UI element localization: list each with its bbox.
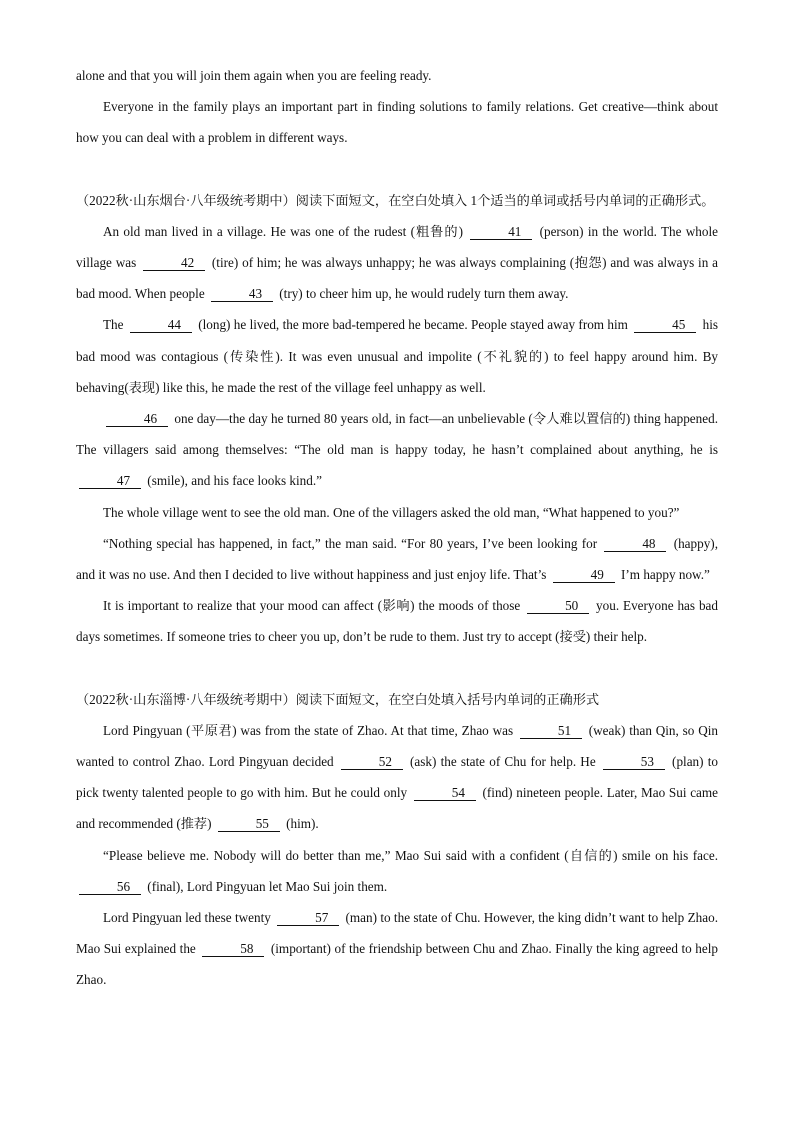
intro-paragraph-1: alone and that you will join them again when you are feeling ready. bbox=[76, 68, 432, 83]
blank-56: 56 bbox=[79, 880, 141, 895]
s1-paragraph-1: An old man lived in a village. He was one of the rudest (粗鲁的) 41 (person) in the world. The whole village was 42 (tire) of him; he was always unhappy; he was always complaining (抱怨) and was always in a bad mood. When people 43 (try) to cheer him up, he would rudely turn them away. bbox=[76, 223, 718, 302]
s2-paragraph-3: Lord Pingyuan led these twenty 57 (man) to the state of Chu. However, the king didn’t want to help Zhao. Mao Sui explained the 58 (important) of the friendship between Chu and Zhao. Finally the king agreed to help Zhao. bbox=[76, 910, 718, 988]
blank-49: 49 bbox=[553, 568, 615, 583]
blank-45: 45 bbox=[634, 318, 696, 333]
blank-50: 50 bbox=[527, 599, 589, 614]
s1-paragraph-3: 46 one day—the day he turned 80 years old, in fact—an unbelievable (令人难以置信的) thing happened. The villagers said among themselves: “The old man is happy today, he hasn’t complained about anything, he is 47 (smile), and his face looks kind.” bbox=[76, 411, 718, 489]
s1-paragraph-4: The whole village went to see the old man. One of the villagers asked the old man, “What happened to you?” bbox=[103, 504, 680, 520]
section2-heading: （2022秋·山东淄博·八年级统考期中）阅读下面短文，在空白处填入括号内单词的正确形式 bbox=[76, 691, 600, 707]
blank-43: 43 bbox=[211, 287, 273, 302]
blank-44: 44 bbox=[130, 318, 192, 333]
blank-58: 58 bbox=[202, 942, 264, 957]
blank-53: 53 bbox=[603, 755, 665, 770]
s2-paragraph-1: Lord Pingyuan (平原君) was from the state of Zhao. At that time, Zhao was 51 (weak) than Qin, so Qin wanted to control Zhao. Lord Pingyuan decided 52 (ask) the state of Chu for help. He 53 (plan) to pick twenty talented people to go with him. But he could only 54 (find) nineteen people. Later, Mao Sui came and recommended (推荐) 55 (him). bbox=[76, 722, 719, 832]
s1-paragraph-5: “Nothing special has happened, in fact,” the man said. “For 80 years, I’ve been looking for 48 (happy), and it was no use. And then I decided to live without happiness and just enjoy life. That’s 49 I’m happy now.” bbox=[76, 535, 718, 583]
blank-55: 55 bbox=[218, 817, 280, 832]
blank-54: 54 bbox=[414, 786, 476, 801]
blank-51: 51 bbox=[520, 724, 582, 739]
blank-48: 48 bbox=[604, 537, 666, 552]
blank-41: 41 bbox=[470, 225, 532, 240]
blank-46: 46 bbox=[106, 412, 168, 427]
s1-paragraph-6: It is important to realize that your mood can affect (影响) the moods of those 50 you. Everyone has bad days sometimes. If someone tries to cheer you up, don’t be rude to them. Just try to accept (接受) their help. bbox=[76, 598, 718, 645]
blank-47: 47 bbox=[79, 474, 141, 489]
document-body bbox=[76, 60, 718, 996]
s1-paragraph-2: The 44 (long) he lived, the more bad-tempered he became. People stayed away from him 45 his bad mood was contagious (传染性). It was even unusual and impolite (不礼貌的) to feel happy around him. By behaving(表现) like this, he made the rest of the village feel unhappy as well. bbox=[76, 317, 718, 395]
blank-57: 57 bbox=[277, 911, 339, 926]
section1-heading: （2022秋·山东烟台·八年级统考期中）阅读下面短文，在空白处填入 1个适当的单词或括号内单词的正确形式。 bbox=[76, 192, 715, 208]
blank-42: 42 bbox=[143, 256, 205, 271]
s2-paragraph-2: “Please believe me. Nobody will do better than me,” Mao Sui said with a confident (自信的) smile on his face. 56 (final), Lord Pingyuan let Mao Sui join them. bbox=[76, 840, 718, 902]
intro-paragraph-2: Everyone in the family plays an important part in finding solutions to family relations. Get creative—think about how you can deal with a problem in different ways. bbox=[76, 99, 718, 146]
blank-52: 52 bbox=[341, 755, 403, 770]
